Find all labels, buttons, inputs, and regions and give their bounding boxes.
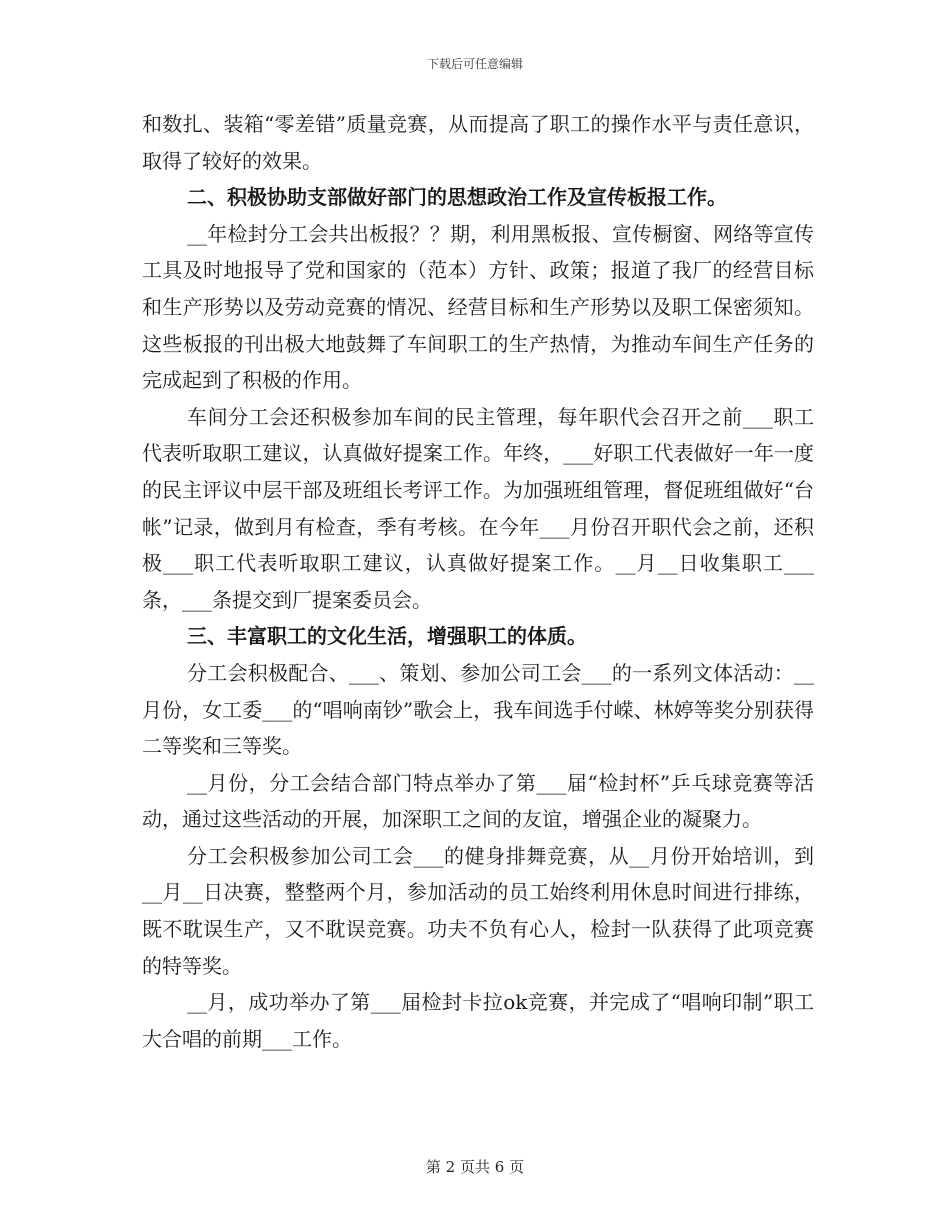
document-body xyxy=(142,106,814,1057)
page-header: 下载后可任意编辑 xyxy=(426,57,523,71)
paragraph-3: 车间分工会还积极参加车间的民主管理，每年职代会召开之前___职工代表听取职工建议，认真做好提案工作。年终，___好职工代表做好一年一度的民主评议中层干部及班组长考评工作。为加强班组管理，督促班组做好“台帐”记录，做到月有检查，季有考核。在今年___月份召开职代会之前，还积极___职工代表听取职工建议，认真做好提案工作。__月__日收集职工___条，___条提交到厂提案委员会。 xyxy=(142,404,814,612)
paragraph-6: 分工会积极参加公司工会___的健身排舞竞赛，从__月份开始培训，到__月__日决赛，整整两个月，参加活动的员工始终利用休息时间进行排练，既不耽误生产，又不耽误竞赛。功夫不负有心人，检封一队获得了此项竞赛的特等奖。 xyxy=(142,843,814,978)
paragraph-2: __年检封分工会共出板报？？期，利用黑板报、宣传橱窗、网络等宣传工具及时地报导了党和国家的（范本）方针、政策；报道了我厂的经营目标和生产形势以及劳动竞赛的情况、经营目标和生产形势以及职工保密须知。这些板报的刊出极大地鼓舞了车间职工的生产热情，为推动车间生产任务的完成起到了积极的作用。 xyxy=(142,221,814,393)
paragraph-7: __月，成功举办了第___届检封卡拉ok竞赛，并完成了“唱响印制”职工大合唱的前期___工作。 xyxy=(142,990,814,1051)
section-heading-2: 二、积极协助支部做好部门的思想政治工作及宣传板报工作。 xyxy=(187,185,727,210)
page-footer: 第 2 页共 6 页 xyxy=(425,1158,525,1176)
section-heading-3: 三、丰富职工的文化生活，增强职工的体质。 xyxy=(187,624,587,649)
paragraph-1: 和数扎、装箱“零差错”质量竞赛，从而提高了职工的操作水平与责任意识，取得了较好的效果。 xyxy=(142,112,814,173)
paragraph-5: __月份，分工会结合部门特点举办了第___届“检封杯”乒乓球竞赛等活动，通过这些活动的开展，加深职工之间的友谊，增强企业的凝聚力。 xyxy=(142,770,814,832)
paragraph-4: 分工会积极配合、___、策划、参加公司工会___的一系列文体活动：__月份，女工委___的“唱响南钞”歌会上，我车间选手付嵘、林婷等奖分别获得二等奖和三等奖。 xyxy=(142,660,814,759)
